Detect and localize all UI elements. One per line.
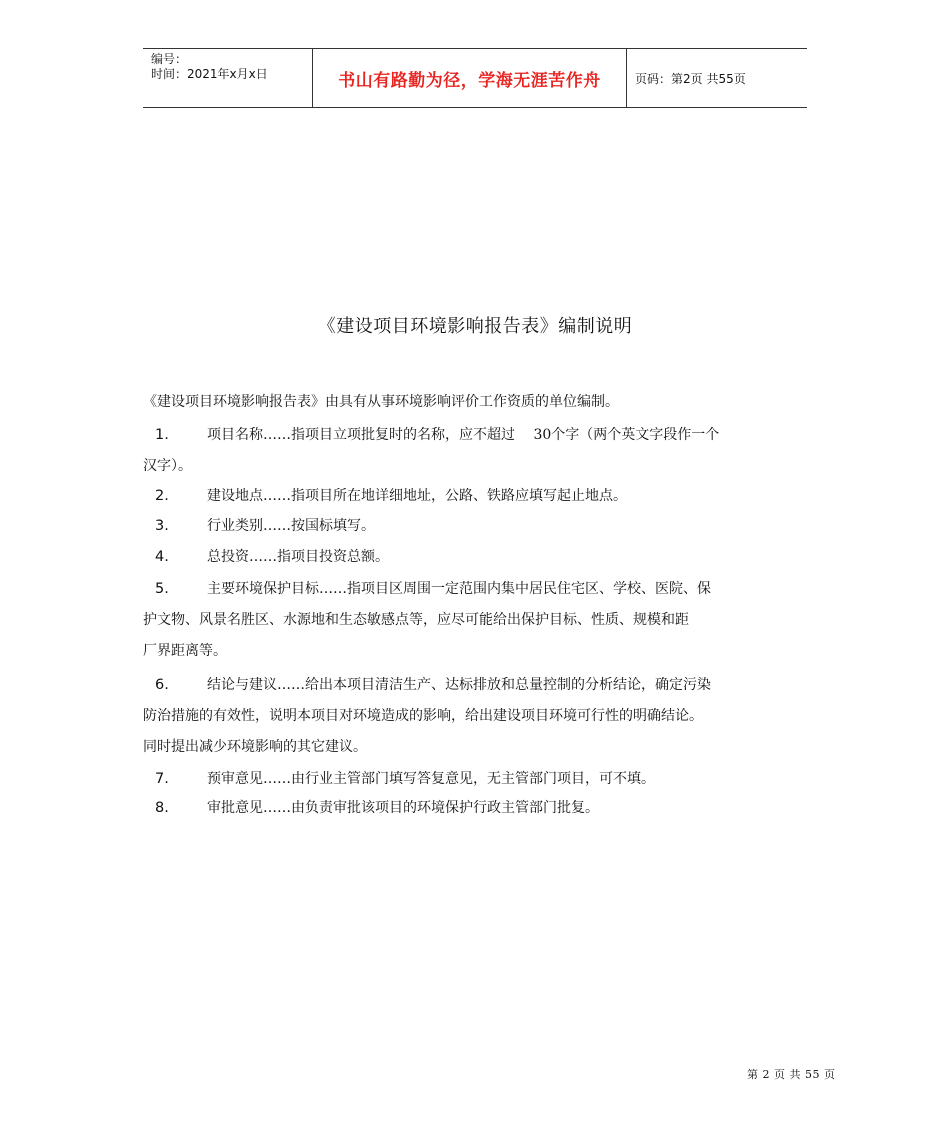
item-text: 行业类别……按国标填写。 [207, 518, 375, 534]
serial-number-label: 编号： [151, 52, 188, 66]
item-number: 6. [155, 677, 169, 693]
item-text-continued: 护文物、风景名胜区、水源地和生态敏感点等，应尽可能给出保护目标、性质、规模和距 [143, 612, 689, 628]
document-title: 《建设项目环境影响报告表》编制说明 [317, 316, 633, 337]
header-page-code: 页码：第2页 共55页 [635, 71, 746, 86]
list-item [155, 764, 805, 795]
item-number: 1. [155, 427, 169, 443]
list-item [143, 670, 805, 763]
item-text: 主要环境保护目标……指项目区周围一定范围内集中居民住宅区、学校、医院、保 [207, 581, 711, 597]
item-text: 总投资……指项目投资总额。 [207, 549, 389, 565]
document-header [143, 48, 807, 108]
list-item [143, 574, 805, 667]
header-motto: 书山有路勤为径，学海无涯苦作舟 [313, 49, 627, 107]
item-text-continued: 防治措施的有效性，说明本项目对环境造成的影响，给出建设项目环境可行性的明确结论。 [143, 708, 703, 724]
item-text: 结论与建议……给出本项目清洁生产、达标排放和总量控制的分析结论，确定污染 [207, 677, 711, 693]
item-text-continued: 汉字）。 [143, 458, 192, 474]
list-item [155, 481, 805, 512]
list-item [143, 420, 805, 482]
item-number: 8. [155, 800, 169, 816]
header-meta [143, 49, 313, 107]
item-number: 3. [155, 518, 169, 534]
page-footer: 第 2 页 共 55 页 [747, 1068, 836, 1081]
item-number: 5. [155, 581, 169, 597]
item-text-continued: 厂界距离等。 [143, 643, 227, 659]
list-item [155, 793, 805, 824]
item-number: 7. [155, 771, 169, 787]
item-text-continued: 同时提出减少环境影响的其它建议。 [143, 739, 367, 755]
item-number: 4. [155, 549, 169, 565]
list-item [155, 542, 805, 573]
intro-paragraph: 《建设项目环境影响报告表》由具有从事环境影响评价工作资质的单位编制。 [143, 394, 619, 410]
item-text: 建设地点……指项目所在地详细地址，公路、铁路应填写起止地点。 [207, 488, 627, 504]
item-text: 预审意见……由行业主管部门填写答复意见，无主管部门项目，可不填。 [207, 771, 655, 787]
time-label: 时间：2021年x月x日 [151, 67, 268, 81]
list-item [155, 511, 805, 542]
item-text: 项目名称……指项目立项批复时的名称，应不超过 30个字（两个英文字段作一个 [207, 427, 720, 443]
item-text: 审批意见……由负责审批该项目的环境保护行政主管部门批复。 [207, 800, 599, 816]
item-number: 2. [155, 488, 169, 504]
